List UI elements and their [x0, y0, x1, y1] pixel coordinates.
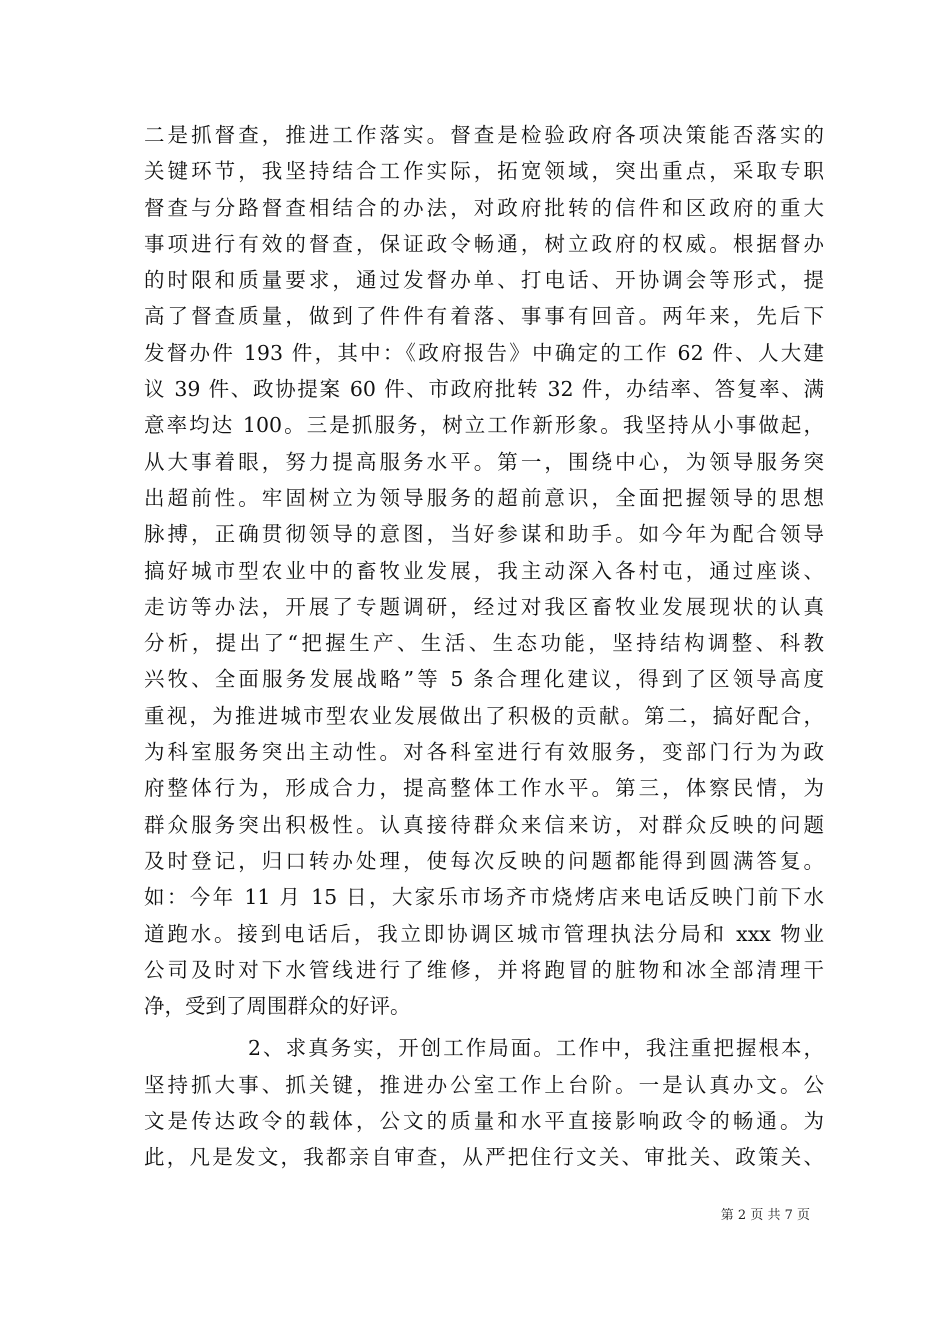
text-line: 事项进行有效的督查，保证政令畅通，树立政府的权威。根据督办: [144, 231, 824, 256]
text-line: 为科室服务突出主动性。对各科室进行有效服务，变部门行为为政: [144, 740, 824, 765]
text-line: 的时限和质量要求，通过发督办单、打电话、开协调会等形式，提: [144, 268, 824, 293]
text-line: 搞好城市型农业中的畜牧业发展，我主动深入各村屯，通过座谈、: [144, 558, 824, 583]
text-line: 重视，为推进城市型农业发展做出了积极的贡献。第二，搞好配合，: [144, 703, 824, 728]
text-line: 如：今年 11 月 15 日，大家乐市场齐市烧烤店来电话反映门前下水: [144, 885, 824, 910]
text-line: 净，受到了周围群众的好评。: [144, 994, 411, 1019]
text-line: 走访等办法，开展了专题调研，经过对我区畜牧业发展现状的认真: [144, 594, 824, 619]
text-line: 公司及时对下水管线进行了维修，并将跑冒的脏物和冰全部清理干: [144, 957, 824, 982]
text-line: 议 39 件、政协提案 60 件、市政府批转 32 件，办结率、答复率、满: [144, 377, 824, 402]
text-line: 文是传达政令的载体，公文的质量和水平直接影响政令的畅通。为: [144, 1109, 824, 1134]
text-line: 出超前性。牢固树立为领导服务的超前意识，全面把握领导的思想: [144, 485, 824, 510]
text-line: 督查与分路督查相结合的办法，对政府批转的信件和区政府的重大: [144, 195, 824, 220]
text-line: 关键环节，我坚持结合工作实际，拓宽领域，突出重点，采取专职: [144, 159, 824, 184]
body-text: [144, 117, 824, 1176]
text-line: 坚持抓大事、抓关键，推进办公室工作上台阶。一是认真办文。公: [144, 1072, 824, 1097]
text-line: 二是抓督查，推进工作落实。督查是检验政府各项决策能否落实的: [144, 123, 824, 147]
text-line: 道跑水。接到电话后，我立即协调区城市管理执法分局和 xxx 物业: [144, 921, 824, 946]
text-line: 脉搏，正确贯彻领导的意图，当好参谋和助手。如今年为配合领导: [144, 522, 824, 547]
text-line: 群众服务突出积极性。认真接待群众来信来访，对群众反映的问题: [144, 812, 824, 837]
text-line: 高了督查质量，做到了件件有着落、事事有回音。两年来，先后下: [144, 304, 824, 329]
text-line: 从大事着眼，努力提高服务水平。第一，围绕中心，为领导服务突: [144, 449, 824, 474]
page-number-footer: 第 2 页 共 7 页: [720, 1208, 810, 1223]
text-line: 此，凡是发文，我都亲自审查，从严把住行文关、审批关、政策关、: [144, 1145, 824, 1170]
text-line: 发督办件 193 件，其中：《政府报告》中确定的工作 62 件、人大建: [144, 340, 824, 365]
text-line: 分析，提出了“把握生产、生活、生态功能，坚持结构调整、科教: [144, 631, 824, 656]
text-line: 及时登记，归口转办处理，使每次反映的问题都能得到圆满答复。: [144, 848, 824, 873]
text-line: 意率均达 100。三是抓服务，树立工作新形象。我坚持从小事做起，: [144, 413, 824, 438]
text-line: 兴牧、全面服务发展战略”等 5 条合理化建议，得到了区领导高度: [144, 667, 824, 692]
paragraph-2-first-line: 2、求真务实，开创工作局面。工作中，我注重把握根本，: [248, 1036, 824, 1061]
text-line: 府整体行为，形成合力，提高整体工作水平。第三，体察民情，为: [144, 776, 824, 801]
